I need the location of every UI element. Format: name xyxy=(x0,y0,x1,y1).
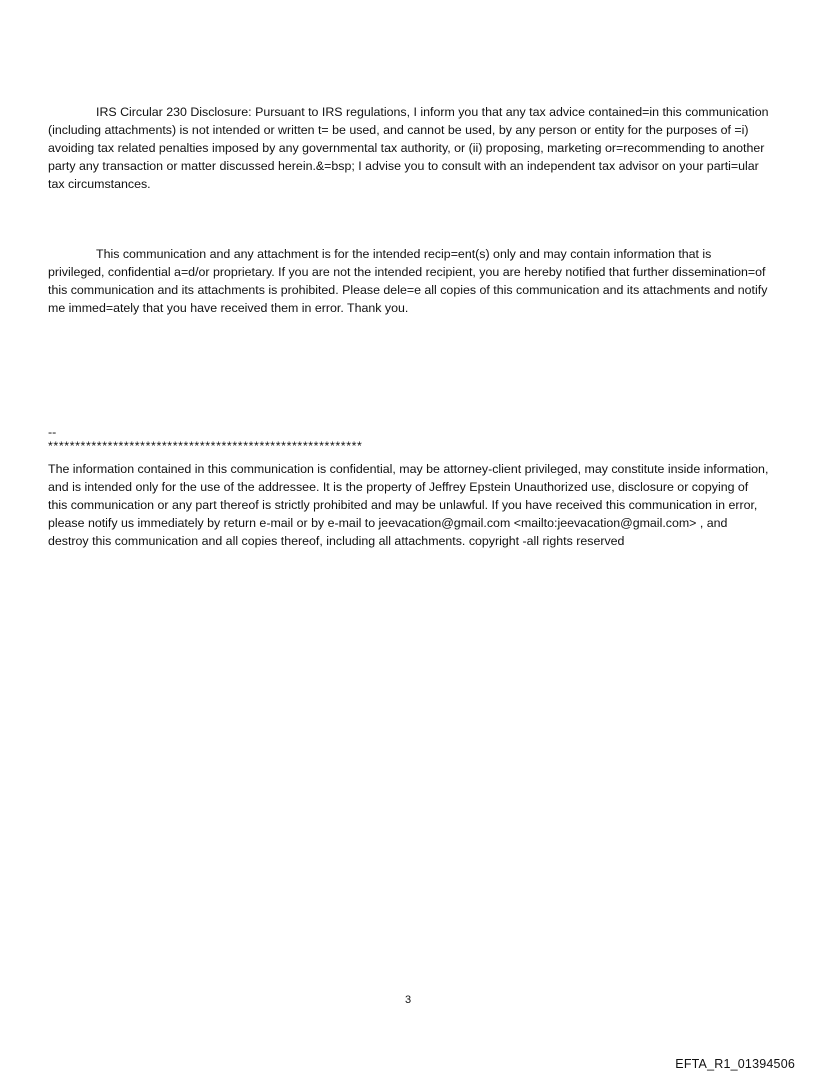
signature-separator: -- xyxy=(48,425,57,439)
asterisk-divider: ********************************************************** xyxy=(48,439,363,453)
confidentiality-notice: This communication and any attachment is for the intended recip=ent(s) only and may contain information that is privileged, confidential a=d/or proprietary. If you are not the intended recipient, you are hereby notified that further dissemination=of this communication and its attachments is prohibited. Please dele=e all copies of this communication and its attachments and notify me immed=ately that you have received them in error. Thank you. xyxy=(48,247,768,315)
bates-number: EFTA_R1_01394506 xyxy=(675,1057,795,1071)
irs-circular-230-disclosure: IRS Circular 230 Disclosure: Pursuant to IRS regulations, I inform you that any tax advice contained=in this communication (including attachments) is not intended or written t= be used, and cannot be used, by any person or entity for the purposes of =i) avoiding tax related penalties imposed by any governmental tax authority, or (ii) proposing, marketing or=recommending to another party any transaction or matter discussed herein.&=bsp; I advise you to consult with an independent tax advisor on your parti=ular tax circumstances. xyxy=(48,105,769,191)
page-number: 3 xyxy=(404,994,412,1006)
footer-disclaimer: The information contained in this communication is confidential, may be attorney-client privileged, may constitute inside information, and is intended only for the use of the addressee. It is the property of Jeffrey Epstein Unauthorized use, disclosure or copying of this communication or any part thereof is strictly prohibited and may be unlawful. If you have received this communication in error, please notify us immediately by return e-mail or by e-mail to jeevacation@gmail.com <mailto:jeevacation@gmail.com> , and destroy this communication and all copies thereof, including all attachments. copyright -all rights reserved xyxy=(48,462,769,548)
